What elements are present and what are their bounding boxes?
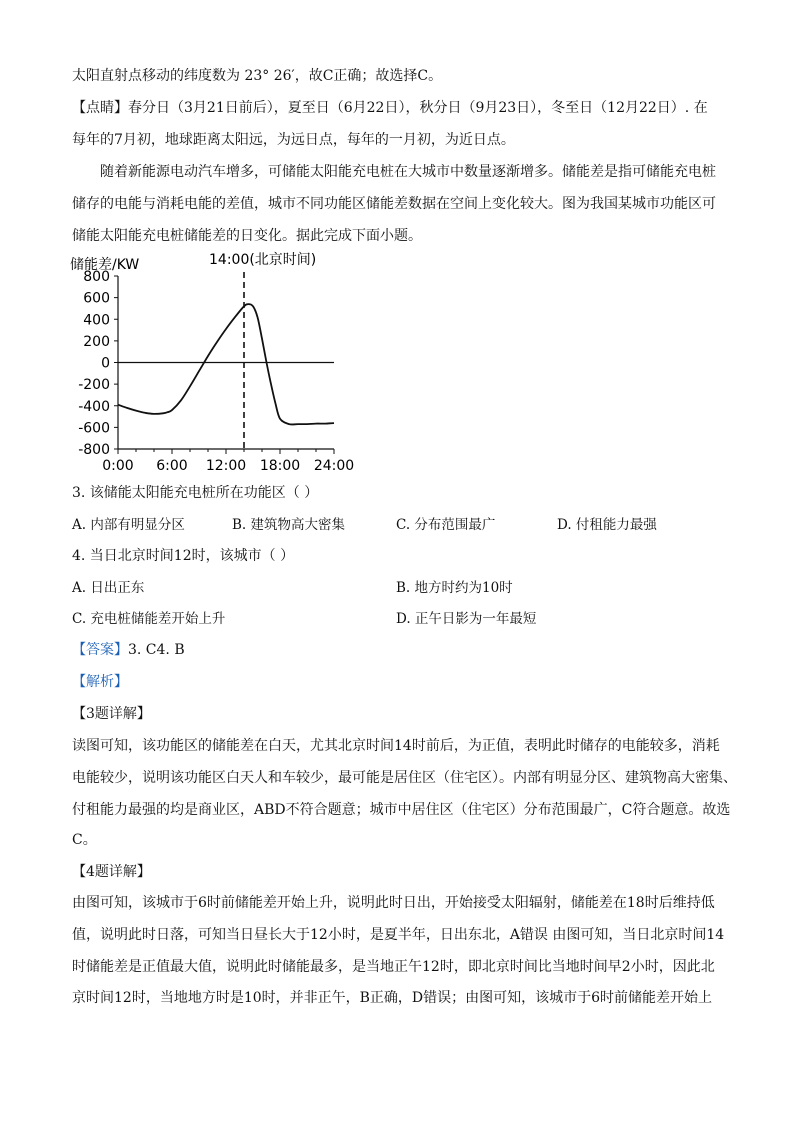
energy-difference-chart [66,248,366,473]
answer-label: 【答案】 [72,642,128,658]
q4-detail-line: 由图可知，该城市于6时前储能差开始上升，说明此时日出，开始接受太阳辐射，储能差在18时后维持低 [72,895,715,911]
q4-detail-line: 京时间12时，当地地方时是10时，并非正午，B正确，D错误；由图可知，该城市于6时前储能差开始上 [72,990,713,1006]
passage-line: 储能太阳能充电桩储能差的日变化。据此完成下面小题。 [72,228,422,244]
question-3-stem: 3. 该储能太阳能充电桩所在功能区（ ） [72,485,319,501]
x-tick-label: 18:00 [259,458,301,473]
passage-line: 随着新能源电动汽车增多，可储能太阳能充电桩在大城市中数量逐渐增多。储能差是指可储能充电桩 [100,164,716,180]
q4-detail-line: 值，说明此时日落，可知当日昼长大于12小时，是夏半年，日出东北，A错误 由图可知，当日北京时间14 [72,927,725,943]
y-tick-label: -800 [78,442,110,458]
text-line: 太阳直射点移动的纬度数为 23° 26′，故C正确；故选择C。 [72,68,443,84]
y-tick-label: -400 [78,398,110,415]
q3-option-d: D. 付租能力最强 [557,517,657,533]
text-line: 每年的7月初，地球距离太阳远，为远日点，每年的一月初，为近日点。 [72,132,515,148]
y-tick-label: 200 [83,333,110,350]
q4-detail-line: 时储能差是正值最大值，说明此时储能最多，是当地正午12时，即北京时间比当地时间早2小时，因此北 [72,959,715,975]
analysis-label: 【解析】 [72,674,128,690]
y-tick-label: 400 [83,312,110,329]
x-tick-label: 6:00 [156,458,188,473]
q3-detail-line: C。 [72,832,97,848]
answer-line [72,640,185,660]
series-line [118,304,334,424]
passage-line: 储存的电能与消耗电能的差值，城市不同功能区储能差数据在空间上变化较大。图为我国某城市功能区可 [72,196,716,212]
q4-option-d: D. 正午日影为一年最短 [396,611,537,627]
q3-detail-line: 读图可知，该功能区的储能差在白天，尤其北京时间14时前后，为正值，表明此时储存的电能较多，消耗 [72,738,720,754]
time-annotation: 14:00(北京时间) [209,252,317,268]
x-tick-label: 12:00 [205,458,247,473]
x-tick-label: 24:00 [313,458,355,473]
q4-option-b: B. 地方时约为10时 [396,580,513,596]
q3-option-c: C. 分布范围最广 [396,517,496,533]
y-tick-label: 600 [83,290,110,307]
x-tick-label: 0:00 [102,458,134,473]
q3-detail-line: 电能较少，说明该功能区白天人和车较少，最可能是居住区（住宅区）。内部有明显分区、建筑物高大密集、 [72,770,737,786]
tip-line: 【点睛】春分日（3月21日前后），夏至日（6月22日），秋分日（9月23日），冬至日（12月22日）. 在 [72,100,708,116]
y-tick-label: -600 [78,420,110,437]
y-tick-label: 0 [101,355,110,372]
q3-option-a: A. 内部有明显分区 [72,517,185,533]
answer-text: 3. C4. B [128,642,185,658]
question-4-stem: 4. 当日北京时间12时，该城市（ ） [72,548,295,564]
q4-option-c: C. 充电桩储能差开始上升 [72,611,226,627]
y-tick-label: 800 [83,269,110,285]
y-tick-label: -200 [78,377,110,394]
q4-detail-label: 【4题详解】 [72,864,151,880]
y-axis-label: 储能差/KW [70,257,140,273]
q3-detail-label: 【3题详解】 [72,706,151,722]
q3-option-b: B. 建筑物高大密集 [232,517,346,533]
q3-detail-line: 付租能力最强的均是商业区，ABD不符合题意；城市中居住区（住宅区）分布范围最广，C符合题意。故选 [72,802,731,818]
q4-option-a: A. 日出正东 [72,580,145,596]
